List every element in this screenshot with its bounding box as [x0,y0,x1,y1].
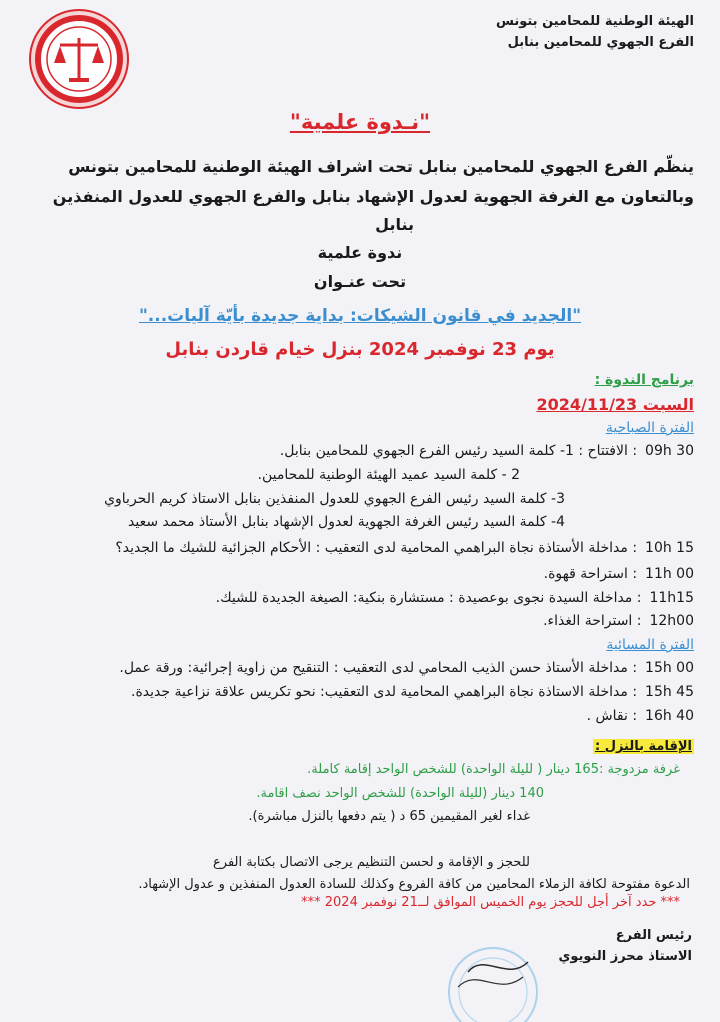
program-time: 15h 00 [645,660,694,676]
program-time: 11h 00 [645,566,694,582]
header-line-1: الهيئة الوطنية للمحامين بتونس [495,14,694,29]
seminar-subject: "الجديد في قانون الشيكات: بداية جديدة بأيّة آليات..." [138,306,582,326]
bar-association-seal-logo [28,8,130,110]
stay-line: غداء لغير المقيمين 65 د ( يتم دفعها بالنزل مباشرة). [248,809,530,824]
stay-line: 140 دينار (لليلة الواحدة) للشخص الواحد نصف اقامة. [256,786,544,801]
program-time: 16h 40 [645,708,694,724]
contact-note: للحجز و الإقامة و لحسن التنظيم يرجى الاتصال بكتابة الفرع [213,855,530,870]
program-row [544,566,694,582]
event-date: يوم 23 نوفمبر 2024 بنزل خيام قاردن بنابل [165,339,555,360]
opening-item: 4- كلمة السيد رئيس الغرفة الجهوية لعدول الإشهاد بنابل الأستاذ محمد سعيد [128,514,565,530]
program-row [115,540,694,556]
header-line-2: الفرع الجهوي للمحامين بنابل [507,35,694,50]
opening-item: 2 - كلمة السيد عميد الهيئة الوطنية للمحامين. [257,467,520,483]
program-text: : استراحة قهوة. [543,566,638,582]
program-time: 10h 15 [645,540,694,556]
program-time: 11h15 [649,590,694,606]
program-day: السبت 2024/11/23 [536,395,694,414]
intro-line-5: تحت عنـوان [313,272,407,291]
program-row [280,443,694,459]
signature-title: رئيس الفرع [615,928,692,943]
morning-period-label: الفترة الصباحية [605,420,694,436]
program-row [119,660,694,676]
program-row [543,613,694,629]
program-text: : مداخلة الأستاذة نجاة البراهمي المحامية لدى التعقيب : الأحكام الجزائية للشيك ما الجديد؟ [115,540,638,556]
program-label: برنامج الندوة : [594,372,694,388]
intro-line-3: بنابل [375,215,414,234]
program-text: : مداخلة السيدة نجوى بوعصيدة : مستشارة بنكية: الصيغة الجديدة للشيك. [215,590,642,606]
program-time: 09h 30 [645,443,694,459]
official-stamp [438,932,548,1022]
booking-deadline: *** حدد آخر أجل للحجز يوم الخميس الموافق لــ21 نوفمبر 2024 *** [301,895,680,910]
intro-line-2: وبالتعاون مع الغرفة الجهوية لعدول الإشهاد بنابل والفرع الجهوي للعدول المنفذين [52,187,694,206]
evening-period-label: الفترة المسائية [606,637,694,653]
program-text: : مداخلة الاستاذة نجاة البراهمي المحامية لدى التعقيب: نحو تكريس علاقة نزاعية جديدة. [131,684,638,700]
intro-line-4: ندوة علمية [317,243,403,262]
program-row [587,708,694,724]
stay-line: غرفة مزدوجة :165 دينار ( لليلة الواحدة) للشخص الواحد إقامة كاملة. [307,762,680,777]
program-time: 15h 45 [645,684,694,700]
intro-line-1: ينظّم الفرع الجهوي للمحامين بنابل تحت اشراف الهيئة الوطنية للمحامين بتونس [68,157,694,176]
program-text: : الافتتاح : 1- كلمة السيد رئيس الفرع الجهوي للمحامين بنابل. [279,443,638,459]
program-time: 12h00 [649,613,694,629]
program-row [216,590,694,606]
program-text: : مداخلة الأستاذ حسن الذيب المحامي لدى التعقيب : التنقيح من زاوية إجرائية: ورقة عمل. [119,660,638,676]
event-title: "نـدوة علمية" [289,110,431,134]
stay-label: الإقامة بالنزل : [594,739,692,754]
opening-item: 3- كلمة السيد رئيس الفرع الجهوي للعدول المنفذين بنابل الاستاذ كريم الحرباوي [104,491,565,507]
program-row [131,684,694,700]
program-text: : استراحة الغذاء. [543,613,642,629]
signature-name: الاستاذ محرز النويوي [558,949,692,964]
invitation-note: الدعوة مفتوحة لكافة الزملاء المحامين من كافة الفروع وكذلك للسادة العدول المنفذين و عدول الإشهاد. [138,877,690,892]
program-text: : نقاش . [586,708,638,724]
